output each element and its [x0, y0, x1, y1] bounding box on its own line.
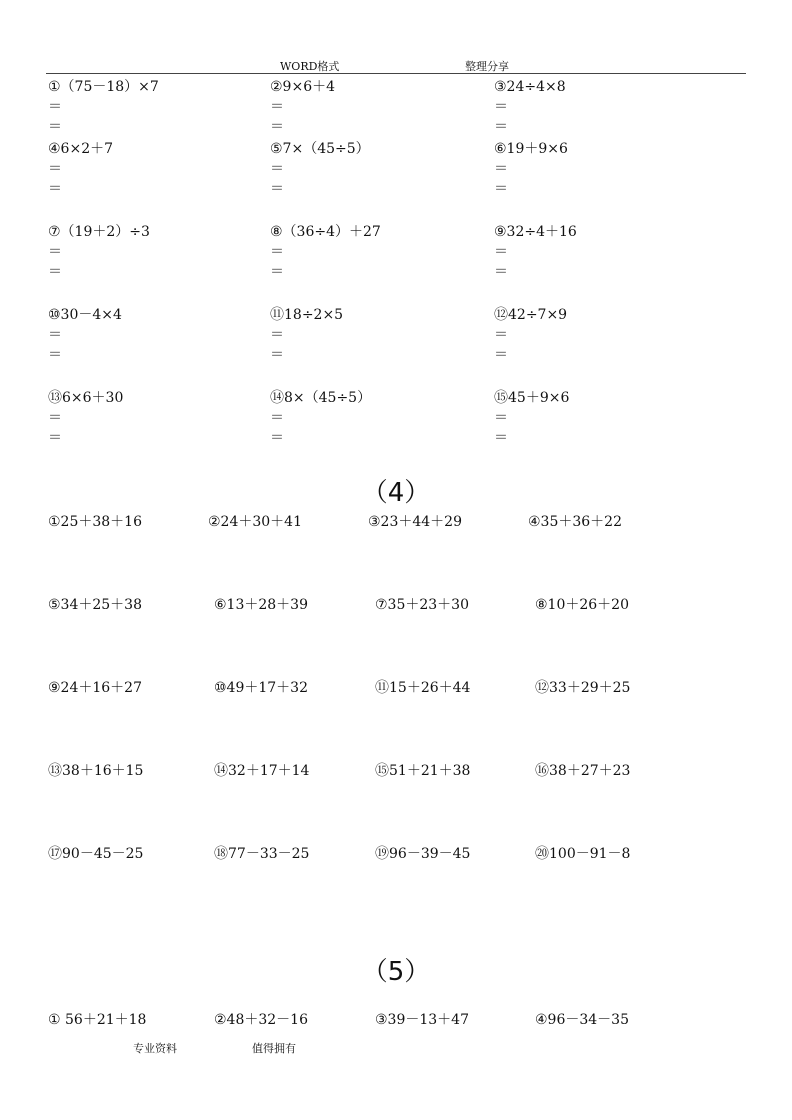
problem-item: [270, 139, 370, 199]
problem-text: ⑭32＋17＋14: [214, 763, 310, 779]
problem-item: [494, 139, 568, 199]
equals-line: ＝: [270, 347, 284, 363]
problem-row: [48, 595, 748, 678]
problem-text: ⑧（36÷4）＋27: [270, 224, 381, 240]
equals-line: ＝: [494, 99, 508, 115]
problem-text: ⑳100－91－8: [535, 846, 631, 862]
equals-line: ＝: [494, 410, 508, 426]
problem-text: ⑲96－39－45: [375, 846, 471, 862]
problem-row: [48, 77, 748, 139]
problem-text: ①25＋38＋16: [48, 514, 142, 530]
problem-row: [48, 761, 748, 844]
problem-item: [270, 222, 381, 282]
equals-line: ＝: [270, 244, 284, 260]
problem-row: [48, 512, 748, 595]
equals-line: ＝: [270, 410, 284, 426]
problem-text: ④6×2＋7: [48, 141, 114, 157]
equals-line: ＝: [494, 264, 508, 280]
equals-line: ＝: [48, 264, 62, 280]
equals-line: ＝: [494, 430, 508, 446]
section-title-4: （4）: [361, 478, 431, 508]
problem-text: ⑫42÷7×9: [494, 307, 568, 323]
problem-item: [48, 77, 159, 137]
equals-line: ＝: [48, 99, 62, 115]
problem-text: ③23＋44＋29: [368, 514, 462, 530]
problem-text: ②48＋32－16: [214, 1012, 308, 1028]
problem-text: ① 56＋21＋18: [48, 1012, 147, 1028]
equals-line: ＝: [494, 327, 508, 343]
problem-item: [48, 139, 113, 199]
equals-line: ＝: [270, 264, 284, 280]
problem-text: ⑤34＋25＋38: [48, 597, 142, 613]
footer-right-text: 值得拥有: [252, 1042, 296, 1055]
equals-line: ＝: [270, 430, 284, 446]
problem-item: [270, 77, 335, 137]
equals-line: ＝: [494, 181, 508, 197]
equals-line: ＝: [48, 181, 62, 197]
problem-item: [270, 388, 371, 448]
footer-left-text: 专业资料: [133, 1042, 177, 1055]
problem-text: ⑬6×6＋30: [48, 390, 124, 406]
problem-text: ⑪18÷2×5: [270, 307, 344, 323]
header-left-text: WORD格式: [280, 60, 340, 73]
problem-text: ⑪15＋26＋44: [375, 680, 471, 696]
header-right-text: 整理分享: [465, 60, 509, 73]
problem-text: ⑥13＋28＋39: [214, 597, 308, 613]
section-order-of-operations: [48, 77, 748, 471]
problem-text: ③24÷4×8: [494, 79, 566, 95]
problem-row: [48, 139, 748, 222]
problem-text: ⑦（19＋2）÷3: [48, 224, 150, 240]
equals-line: ＝: [494, 161, 508, 177]
problem-item: [48, 305, 122, 365]
equals-line: ＝: [48, 119, 62, 135]
problem-text: ⑨32÷4＋16: [494, 224, 577, 240]
problem-text: ⑭8×（45÷5）: [270, 390, 372, 406]
problem-row: [48, 844, 748, 927]
equals-line: ＝: [270, 99, 284, 115]
problem-text: ⑰90－45－25: [48, 846, 144, 862]
problem-item: [494, 388, 569, 448]
problem-row: [48, 678, 748, 761]
problem-text: ⑥19＋9×6: [494, 141, 568, 157]
problem-text: ④96－34－35: [535, 1012, 629, 1028]
equals-line: ＝: [494, 244, 508, 260]
equals-line: ＝: [494, 119, 508, 135]
problem-text: ⑩30－4×4: [48, 307, 122, 323]
equals-line: ＝: [494, 347, 508, 363]
problem-item: [270, 305, 343, 365]
problem-text: ①（75－18）×7: [48, 79, 159, 95]
equals-line: ＝: [48, 430, 62, 446]
equals-line: ＝: [270, 327, 284, 343]
problem-item: [48, 388, 123, 448]
problem-text: ⑧10＋26＋20: [535, 597, 629, 613]
problem-text: ⑮45＋9×6: [494, 390, 570, 406]
equals-line: ＝: [270, 181, 284, 197]
problem-text: ⑫33＋29＋25: [535, 680, 631, 696]
problem-item: [48, 222, 150, 282]
header-rule: [46, 73, 746, 74]
equals-line: ＝: [48, 347, 62, 363]
problem-text: ②9×6＋4: [270, 79, 336, 95]
problem-text: ⑯38＋27＋23: [535, 763, 631, 779]
problem-text: ⑩49＋17＋32: [214, 680, 308, 696]
equals-line: ＝: [48, 161, 62, 177]
problem-text: ⑨24＋16＋27: [48, 680, 142, 696]
problem-text: ⑤7×（45÷5）: [270, 141, 370, 157]
problem-text: ②24＋30＋41: [208, 514, 302, 530]
problem-row: [48, 222, 748, 305]
problem-text: ⑮51＋21＋38: [375, 763, 471, 779]
problem-row: [48, 388, 748, 471]
problem-text: ⑬38＋16＋15: [48, 763, 144, 779]
problem-text: ⑦35＋23＋30: [375, 597, 469, 613]
equals-line: ＝: [48, 327, 62, 343]
section-title-5: （5）: [361, 957, 431, 987]
problem-item: [494, 222, 577, 282]
problem-text: ⑱77－33－25: [214, 846, 310, 862]
problem-item: [494, 77, 566, 137]
section-addition-subtraction: [48, 512, 748, 927]
equals-line: ＝: [270, 119, 284, 135]
problem-text: ③39－13＋47: [375, 1012, 469, 1028]
equals-line: ＝: [270, 161, 284, 177]
problem-item: [494, 305, 567, 365]
problem-row: [48, 305, 748, 388]
equals-line: ＝: [48, 410, 62, 426]
equals-line: ＝: [48, 244, 62, 260]
problem-text: ④35＋36＋22: [528, 514, 622, 530]
